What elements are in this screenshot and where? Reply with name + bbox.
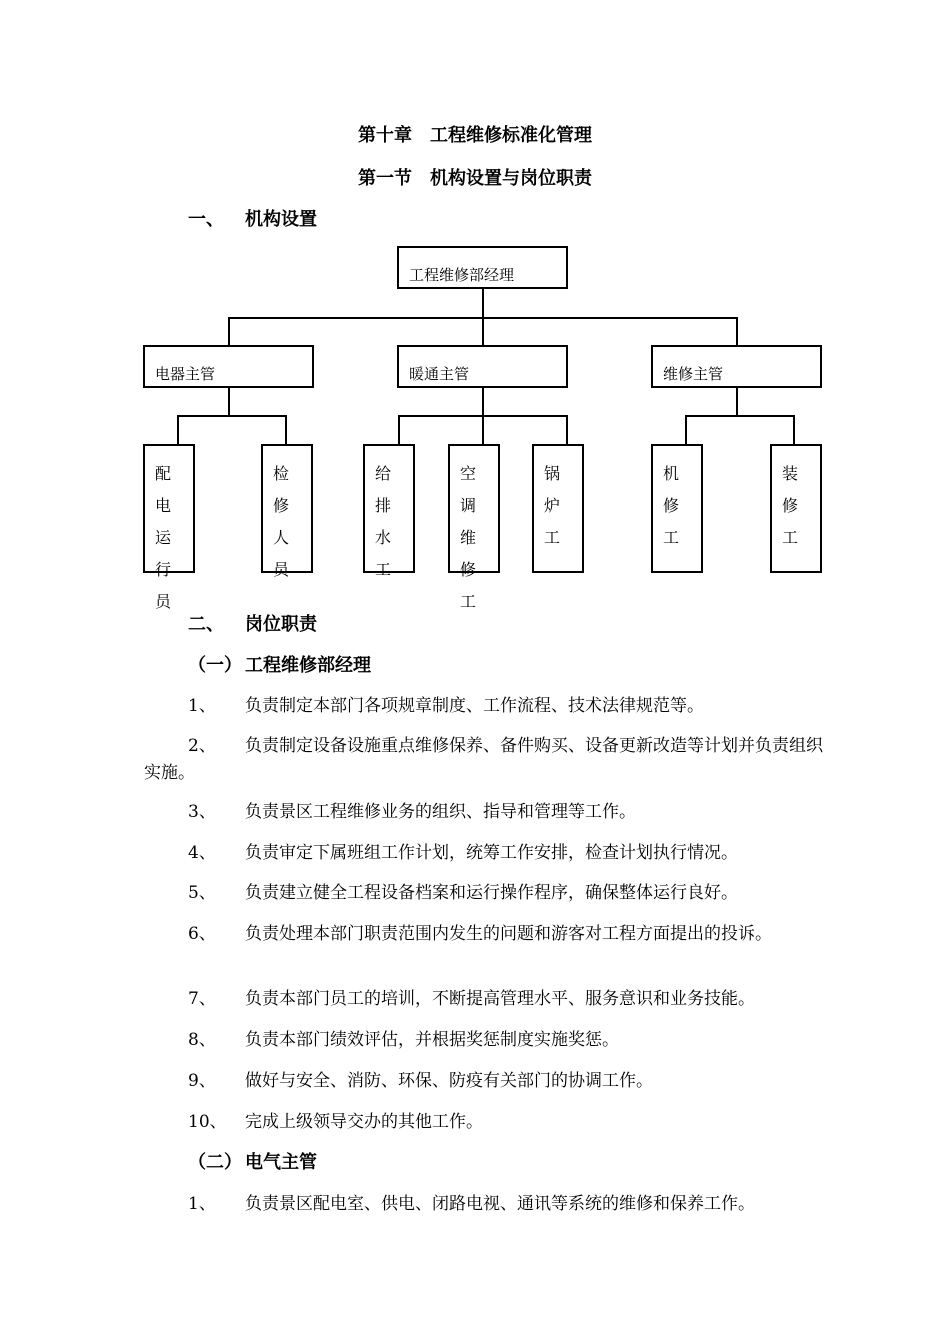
connector-line: [685, 415, 795, 417]
connector-line: [566, 415, 568, 446]
connector-line: [482, 415, 484, 446]
duty-text: 负责景区工程维修业务的组织、指导和管理等工作。: [245, 802, 636, 822]
duty-number: 8、: [188, 1030, 216, 1050]
subsection1-heading: 工程维修部经理: [245, 655, 371, 676]
duty-number: 10、: [188, 1112, 227, 1132]
duty-number: 1、: [188, 1194, 216, 1214]
connector-line: [285, 415, 287, 446]
duty-number: 1、: [188, 696, 216, 716]
org-node-label: 机修工: [662, 464, 679, 547]
duty-text: 完成上级领导交办的其他工作。: [245, 1112, 483, 1132]
org-node-label: 暖通主管: [409, 365, 470, 383]
duty-text: 负责制定设备设施重点维修保养、备件购买、设备更新改造等计划并负责组织实施。: [144, 736, 823, 783]
duty-number: 3、: [188, 802, 216, 822]
duty-number: 4、: [188, 843, 216, 863]
duty-text: 负责制定本部门各项规章制度、工作流程、技术法律规范等。: [245, 696, 704, 716]
connector-line: [793, 415, 795, 446]
connector-line: [685, 415, 687, 446]
connector-line: [736, 387, 738, 416]
org-node-label: 空调维修工: [459, 464, 476, 611]
org-node-manager: [397, 345, 568, 388]
org-node-label: 电器主管: [155, 365, 216, 383]
org-node-label: 工程维修部经理: [409, 266, 515, 284]
connector-line: [228, 317, 230, 347]
org-node-root: [397, 246, 568, 289]
connector-line: [736, 317, 738, 347]
part1-number: 一、: [188, 209, 224, 230]
org-node-manager: [143, 345, 314, 388]
subsection2-number: （二）: [188, 1152, 242, 1173]
duty-text: 负责景区配电室、供电、闭路电视、通讯等系统的维修和保养工作。: [245, 1194, 755, 1214]
connector-line: [398, 415, 400, 446]
org-node-label: 锅炉工: [543, 464, 560, 547]
duty-text: 负责处理本部门职责范围内发生的问题和游客对工程方面提出的投诉。: [245, 924, 772, 944]
org-node-label: 检修人员: [272, 464, 289, 579]
duty-number: 9、: [188, 1071, 216, 1091]
connector-line: [482, 387, 484, 416]
duty-number: 5、: [188, 883, 216, 903]
duty-number: 7、: [188, 989, 216, 1009]
org-node-label: 配电运行员: [154, 464, 171, 611]
duty-text: 负责建立健全工程设备档案和运行操作程序，确保整体运行良好。: [245, 883, 738, 903]
duty-text: 做好与安全、消防、环保、防疫有关部门的协调工作。: [245, 1071, 653, 1091]
duty-item: 6、 负责处理本部门职责范围内发生的问题和游客对工程方面提出的投诉。: [188, 924, 772, 944]
duty-item: 2、 负责制定设备设施重点维修保养、备件购买、设备更新改造等计划并负责组织实施。: [144, 736, 823, 783]
section-title: 第一节 机构设置与岗位职责: [358, 168, 592, 189]
part2-number: 二、: [188, 614, 224, 635]
chapter-title: 第十章 工程维修标准化管理: [358, 125, 592, 146]
part2-heading: 岗位职责: [245, 614, 317, 635]
duty-text: 负责审定下属班组工作计划，统筹工作安排，检查计划执行情况。: [245, 843, 738, 863]
subsection1-number: （一）: [188, 655, 242, 676]
org-node-label: 装修工: [781, 464, 798, 547]
connector-line: [177, 415, 179, 446]
org-node-label: 给排水工: [374, 464, 391, 579]
connector-line: [228, 317, 738, 319]
subsection2-heading: 电气主管: [245, 1152, 317, 1173]
part1-heading: 机构设置: [245, 209, 317, 230]
duty-text: 负责本部门绩效评估，并根据奖惩制度实施奖惩。: [245, 1030, 619, 1050]
connector-line: [177, 415, 287, 417]
duty-text: 负责本部门员工的培训，不断提高管理水平、服务意识和业务技能。: [245, 989, 755, 1009]
connector-line: [228, 387, 230, 416]
org-node-manager: [651, 345, 822, 388]
org-node-label: 维修主管: [663, 365, 724, 383]
